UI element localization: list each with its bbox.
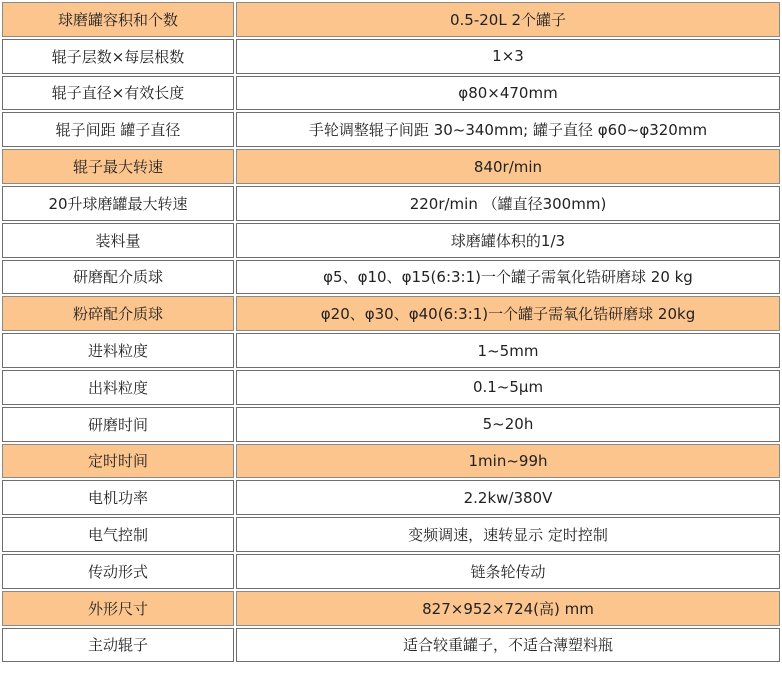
row-value: 适合较重罐子，不适合薄塑料瓶 bbox=[236, 628, 780, 663]
row-label: 装料量 bbox=[2, 223, 234, 258]
row-label: 主动辊子 bbox=[2, 628, 234, 663]
row-value: 220r/min （罐直径300mm) bbox=[236, 186, 780, 221]
row-value: 5~20h bbox=[236, 407, 780, 442]
row-value: 球磨罐体积的1/3 bbox=[236, 223, 780, 258]
row-value: 0.5-20L 2个罐子 bbox=[236, 2, 780, 37]
table-row bbox=[2, 517, 780, 552]
row-value: 链条轮传动 bbox=[236, 554, 780, 589]
table-row bbox=[2, 112, 780, 147]
row-value: 0.1~5μm bbox=[236, 370, 780, 405]
row-label: 电气控制 bbox=[2, 517, 234, 552]
table-row bbox=[2, 223, 780, 258]
table-row bbox=[2, 260, 780, 295]
row-value: 手轮调整辊子间距 30~340mm; 罐子直径 φ60~φ320mm bbox=[236, 112, 780, 147]
row-value: 1~5mm bbox=[236, 333, 780, 368]
row-label: 外形尺寸 bbox=[2, 591, 234, 626]
row-value: φ80×470mm bbox=[236, 76, 780, 111]
row-value: 1×3 bbox=[236, 39, 780, 74]
row-label: 辊子最大转速 bbox=[2, 149, 234, 184]
table-row bbox=[2, 186, 780, 221]
table-row bbox=[2, 39, 780, 74]
row-label: 辊子层数×每层根数 bbox=[2, 39, 234, 74]
row-label: 辊子直径×有效长度 bbox=[2, 76, 234, 111]
table-row bbox=[2, 628, 780, 663]
table-row bbox=[2, 370, 780, 405]
table-row bbox=[2, 76, 780, 111]
row-label: 定时时间 bbox=[2, 444, 234, 479]
row-value: 840r/min bbox=[236, 149, 780, 184]
row-label: 研磨配介质球 bbox=[2, 260, 234, 295]
table-row bbox=[2, 480, 780, 515]
spec-table-body bbox=[2, 2, 780, 662]
table-row bbox=[2, 554, 780, 589]
row-label: 球磨罐容积和个数 bbox=[2, 2, 234, 37]
table-row bbox=[2, 407, 780, 442]
row-value: φ5、φ10、φ15(6:3:1)一个罐子需氧化锆研磨球 20 kg bbox=[236, 260, 780, 295]
table-row bbox=[2, 333, 780, 368]
table-row bbox=[2, 591, 780, 626]
table-row bbox=[2, 296, 780, 331]
row-label: 粉碎配介质球 bbox=[2, 296, 234, 331]
row-label: 辊子间距 罐子直径 bbox=[2, 112, 234, 147]
row-label: 电机功率 bbox=[2, 480, 234, 515]
row-label: 传动形式 bbox=[2, 554, 234, 589]
row-value: 变频调速，速转显示 定时控制 bbox=[236, 517, 780, 552]
row-value: φ20、φ30、φ40(6:3:1)一个罐子需氧化锆研磨球 20kg bbox=[236, 296, 780, 331]
row-value: 827×952×724(高) mm bbox=[236, 591, 780, 626]
table-row bbox=[2, 2, 780, 37]
row-label: 研磨时间 bbox=[2, 407, 234, 442]
row-value: 2.2kw/380V bbox=[236, 480, 780, 515]
row-label: 出料粒度 bbox=[2, 370, 234, 405]
row-label: 20升球磨罐最大转速 bbox=[2, 186, 234, 221]
table-row bbox=[2, 149, 780, 184]
table-row bbox=[2, 444, 780, 479]
row-value: 1min~99h bbox=[236, 444, 780, 479]
row-label: 进料粒度 bbox=[2, 333, 234, 368]
